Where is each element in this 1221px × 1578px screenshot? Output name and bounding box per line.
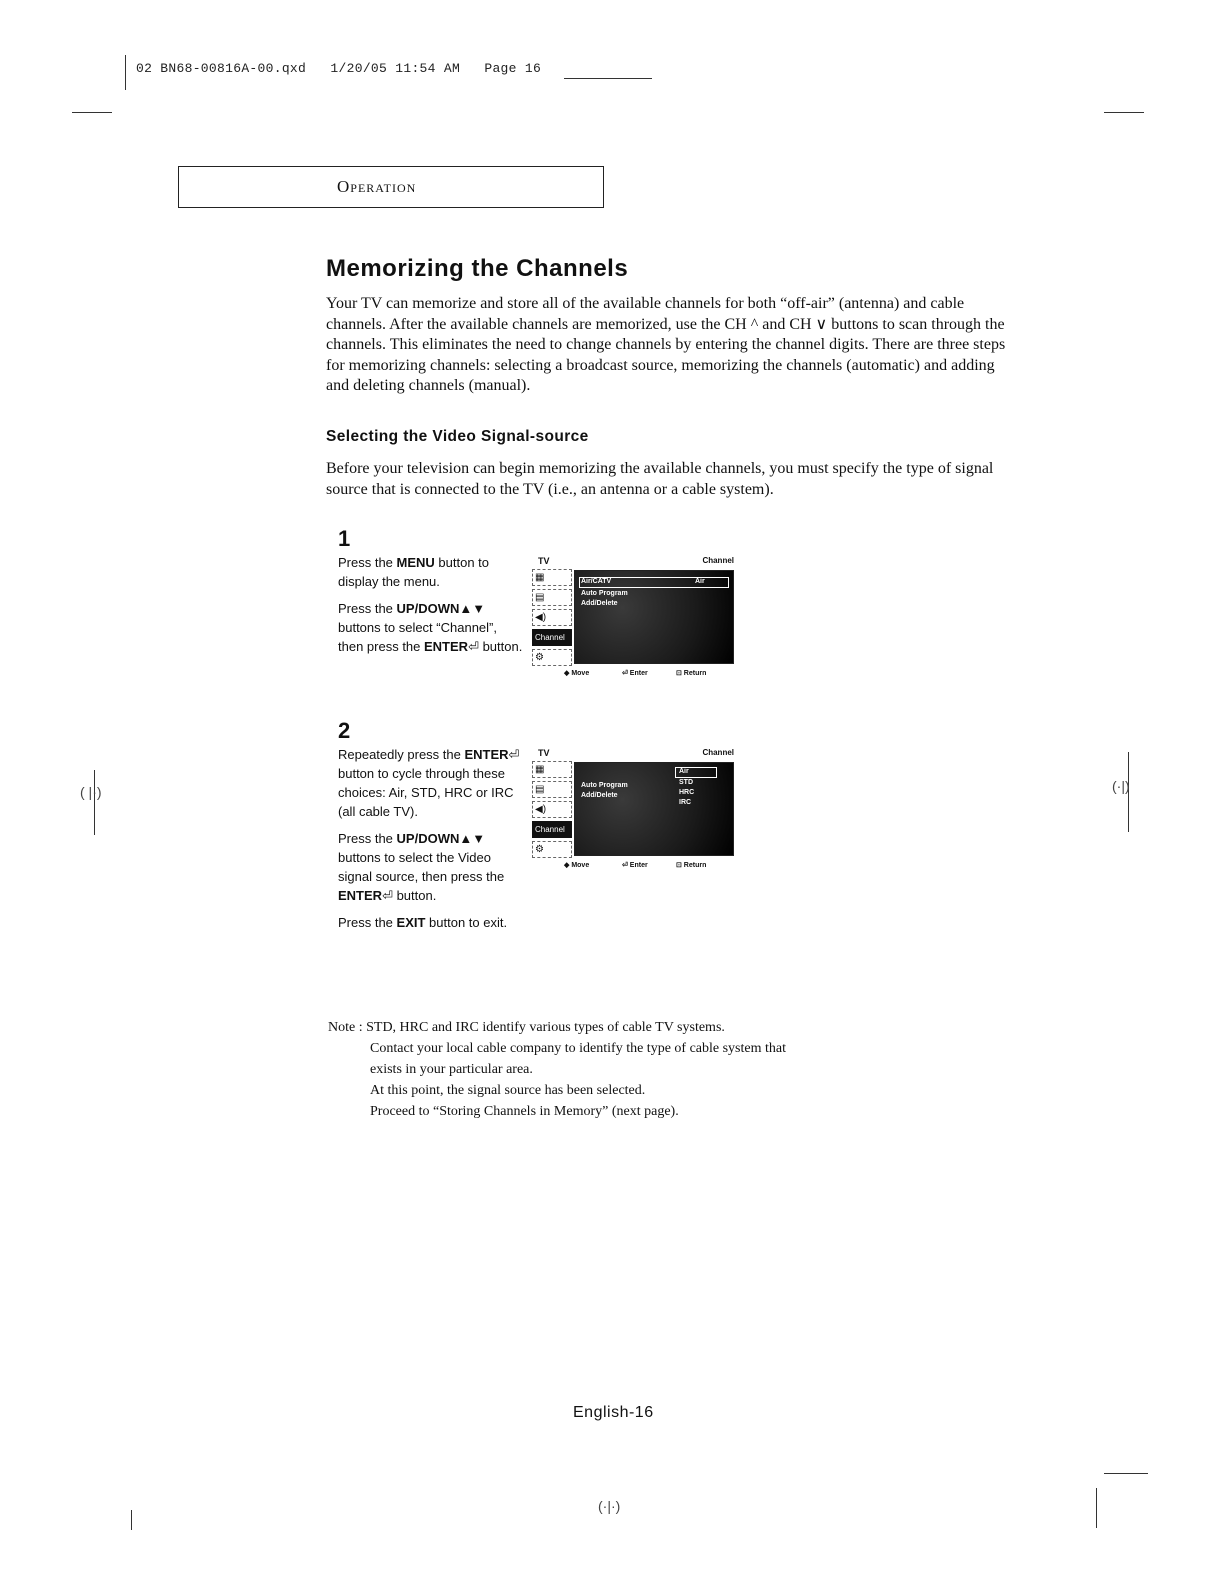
subsection-paragraph: Before your television can begin memorizing the available channels, you must specify the type of signal source that is connected to the TV (i.e., an antenna or a cable system). xyxy=(326,460,994,498)
crop-mark xyxy=(1096,1488,1097,1528)
choice-item: HRC xyxy=(679,789,695,796)
crop-mark xyxy=(94,770,95,835)
menu-item: Auto Program xyxy=(581,590,628,597)
footer-return: ⊡ Return xyxy=(676,670,707,677)
menu-item: Add/Delete xyxy=(581,600,618,607)
note-line: At this point, the signal source has been selected. xyxy=(370,1083,646,1098)
channel-icon: Channel xyxy=(532,821,572,838)
crop-mark xyxy=(72,112,112,113)
step-2-text: Repeatedly press the ENTER⏎ button to cycle through these choices: Air, STD, HRC or IRC (all cable TV). Press the UP/DOWN▲▼ buttons to select the Video signal source, then press the ENTER⏎ button. Press the EXIT button to exit. xyxy=(338,747,520,930)
crop-mark xyxy=(1104,112,1144,113)
footer-move: ◆ Move xyxy=(564,862,590,869)
enter-icon: ⏎ xyxy=(468,639,479,654)
section-header-box xyxy=(178,166,604,208)
choice-item: IRC xyxy=(679,799,692,806)
step-1-number: 1 xyxy=(338,526,351,551)
choice-item: STD xyxy=(679,779,693,786)
note-block xyxy=(328,1017,786,1122)
menu-item: Auto Program xyxy=(581,782,628,789)
note-line: exists in your particular area. xyxy=(370,1062,533,1077)
menu-item-value: Air xyxy=(695,578,705,585)
setup-icon: ⚙ xyxy=(532,649,572,666)
file-header: 02 BN68-00816A-00.qxd 1/20/05 11:54 AM Page 16 xyxy=(136,61,542,76)
menu-screen xyxy=(574,570,734,664)
sound-icon: ▤ xyxy=(532,589,572,606)
page-number: English-16 xyxy=(573,1404,654,1421)
tv-label: TV xyxy=(538,748,550,758)
subsection-title: Selecting the Video Signal-source xyxy=(326,428,589,445)
speaker-icon: ◀) xyxy=(532,801,572,818)
footer-enter: ⏎ Enter xyxy=(622,670,648,677)
enter-icon: ⏎ xyxy=(382,888,393,903)
menu-item: Add/Delete xyxy=(581,792,618,799)
registration-mark: (·|) xyxy=(1112,778,1130,794)
menu-icons xyxy=(530,569,574,665)
menu-item: Air/CATV xyxy=(581,578,612,585)
note-line: Contact your local cable company to identify the type of cable system that xyxy=(370,1041,786,1056)
crop-mark xyxy=(131,1510,132,1530)
footer-enter: ⏎ Enter xyxy=(622,862,648,869)
speaker-icon: ◀) xyxy=(532,609,572,626)
step-2-number: 2 xyxy=(338,718,351,743)
channel-icon: Channel xyxy=(532,629,572,646)
choice-item: Air xyxy=(679,768,689,775)
intro-paragraph: Your TV can memorize and store all of the available channels for both “off-air” (antenna) and cable channels. After the available channels are memorized, use the CH ^ and CH ∨ buttons to scan through the channels. This eliminates the need to change channels by entering the channel digits. There are three steps for memorizing channels: selecting a broadcast source, memorizing the channels (automatic) and adding and deleting channels (manual). xyxy=(326,295,1006,394)
menu-title: Channel xyxy=(702,748,734,757)
registration-mark: (·|·) xyxy=(598,1498,621,1514)
page-title: Memorizing the Channels xyxy=(326,255,629,282)
crop-mark xyxy=(1104,1473,1148,1474)
crop-mark xyxy=(564,78,652,79)
registration-mark: ( |·) xyxy=(80,784,102,800)
note-line: Proceed to “Storing Channels in Memory” (next page). xyxy=(370,1104,679,1119)
sound-icon: ▤ xyxy=(532,781,572,798)
note-line: Note : STD, HRC and IRC identify various types of cable TV systems. xyxy=(328,1020,725,1035)
crop-mark xyxy=(125,55,126,90)
step-1-text: Press the MENU button to display the menu. Press the UP/DOWN▲▼ buttons to select “Channel”, then press the ENTER⏎ button. xyxy=(338,555,523,654)
picture-icon: ▦ xyxy=(532,761,572,778)
tv-label: TV xyxy=(538,556,550,566)
menu-title: Channel xyxy=(702,556,734,565)
menu-screen xyxy=(574,762,734,856)
enter-icon: ⏎ xyxy=(508,747,520,762)
tv-menu-screenshot-1 xyxy=(530,558,740,683)
setup-icon: ⚙ xyxy=(532,841,572,858)
footer-return: ⊡ Return xyxy=(676,862,707,869)
picture-icon: ▦ xyxy=(532,569,572,586)
section-title: Operation xyxy=(337,177,417,196)
menu-icons xyxy=(530,761,574,857)
footer-move: ◆ Move xyxy=(564,670,590,677)
tv-menu-screenshot-2 xyxy=(530,750,740,875)
